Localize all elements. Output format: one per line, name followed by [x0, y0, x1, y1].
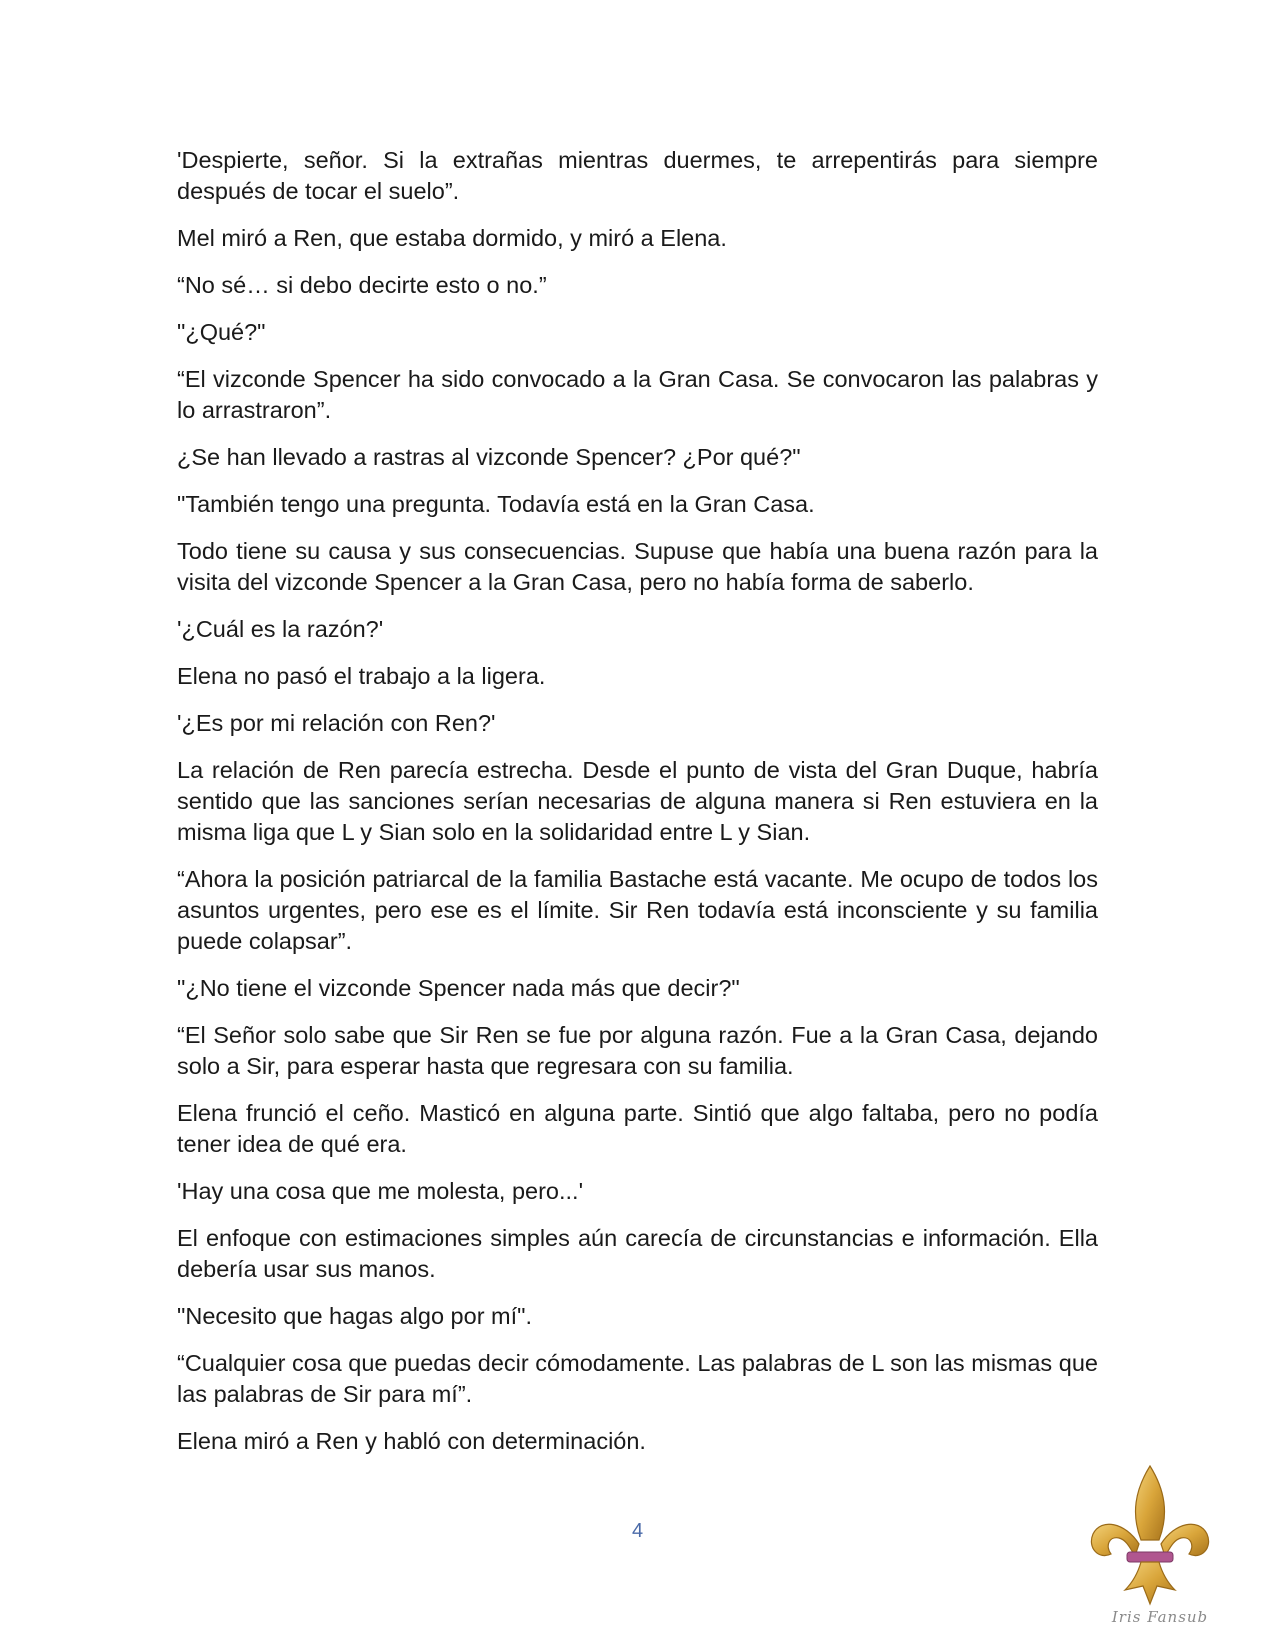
paragraph: "Necesito que hagas algo por mí". [177, 1303, 533, 1329]
paragraph: La relación de Ren parecía estrecha. Desde el punto de vista del Gran Duque, habría sentido que las sanciones serían necesarias de alguna manera si Ren estuviera en la misma liga que L y Sian solo en la solidaridad entre L y Sian. [177, 757, 1098, 845]
page-number: 4 [631, 1520, 644, 1542]
paragraph: "También tengo una pregunta. Todavía está en la Gran Casa. [177, 491, 815, 517]
paragraph: “Cualquier cosa que puedas decir cómodamente. Las palabras de L son las mismas que las palabras de Sir para mí”. [177, 1350, 1098, 1407]
paragraph: “Ahora la posición patriarcal de la familia Bastache está vacante. Me ocupo de todos los asuntos urgentes, pero ese es el límite. Sir Ren todavía está inconsciente y su familia puede colapsar”. [177, 866, 1098, 954]
paragraph: “No sé… si debo decirte esto o no.” [177, 272, 547, 298]
logo-caption: Iris Fansub [1111, 1608, 1209, 1626]
paragraph: “El vizconde Spencer ha sido convocado a la Gran Casa. Se convocaron las palabras y lo arrastraron”. [177, 366, 1098, 423]
paragraph: Elena miró a Ren y habló con determinación. [177, 1428, 646, 1454]
paragraph: El enfoque con estimaciones simples aún carecía de circunstancias e información. Ella debería usar sus manos. [177, 1225, 1098, 1282]
fansub-logo [1085, 1462, 1215, 1632]
paragraph: Todo tiene su causa y sus consecuencias. Supuse que había una buena razón para la visita del vizconde Spencer a la Gran Casa, pero no había forma de saberlo. [177, 538, 1098, 595]
paragraph: “El Señor solo sabe que Sir Ren se fue por alguna razón. Fue a la Gran Casa, dejando solo a Sir, para esperar hasta que regresara con su familia. [177, 1022, 1098, 1079]
paragraph: "¿No tiene el vizconde Spencer nada más que decir?" [177, 975, 740, 1001]
paragraph: "¿Qué?" [177, 319, 266, 345]
paragraph: 'Despierte, señor. Si la extrañas mientras duermes, te arrepentirás para siempre después de tocar el suelo”. [177, 147, 1098, 204]
paragraph: '¿Cuál es la razón?' [177, 616, 384, 642]
fleur-de-lis-icon [1085, 1462, 1215, 1612]
document-body [177, 145, 1098, 1473]
paragraph: '¿Es por mi relación con Ren?' [177, 710, 496, 736]
paragraph: Mel miró a Ren, que estaba dormido, y miró a Elena. [177, 225, 727, 251]
paragraph: 'Hay una cosa que me molesta, pero...' [177, 1178, 584, 1204]
paragraph: Elena frunció el ceño. Masticó en alguna parte. Sintió que algo faltaba, pero no podía tener idea de qué era. [177, 1100, 1098, 1157]
paragraph: ¿Se han llevado a rastras al vizconde Spencer? ¿Por qué?" [177, 444, 801, 470]
paragraph: Elena no pasó el trabajo a la ligera. [177, 663, 546, 689]
